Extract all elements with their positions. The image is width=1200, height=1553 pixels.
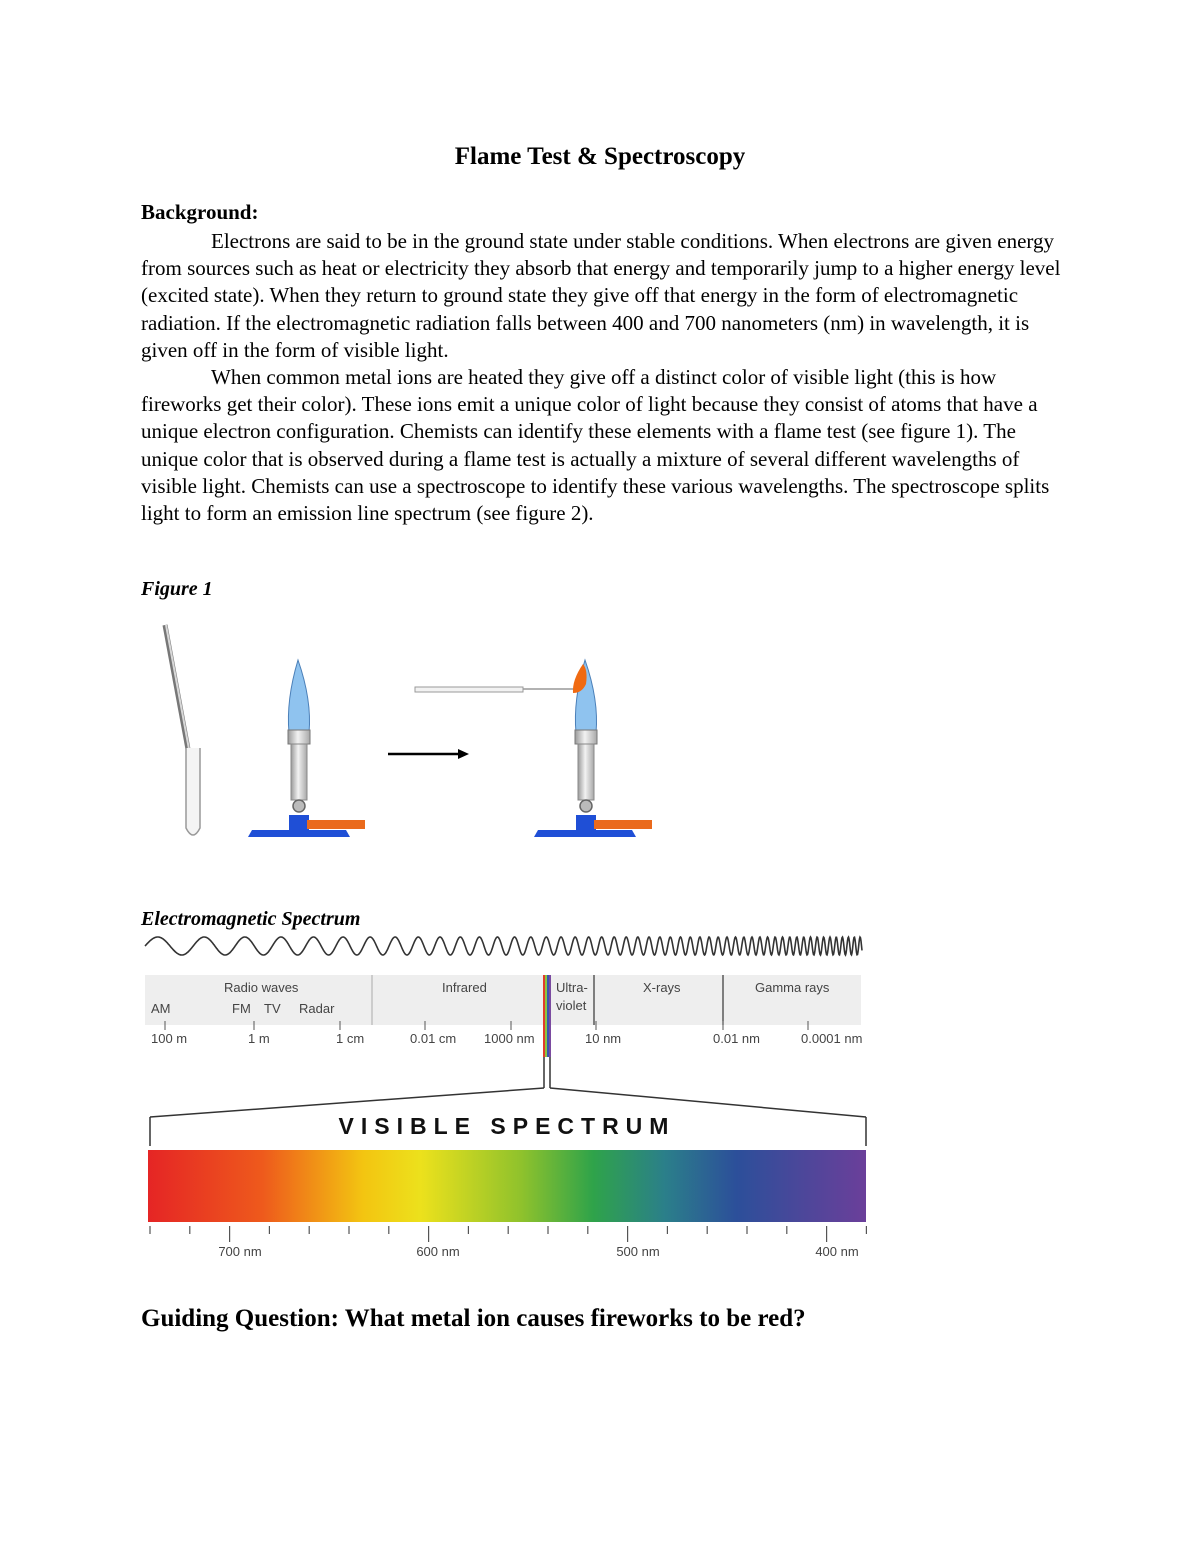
guiding-question: Guiding Question: What metal ion causes fireworks to be red? xyxy=(141,1305,806,1332)
tick-600nm: 600 nm xyxy=(416,1244,460,1259)
gamma-rays-label: Gamma rays xyxy=(755,980,830,995)
scale-001cm: 0.01 cm xyxy=(410,1031,457,1046)
em-wave-icon xyxy=(145,937,862,955)
radio-waves-label: Radio waves xyxy=(224,980,299,995)
xrays-label: X-rays xyxy=(643,980,681,995)
scale-1cm: 1 cm xyxy=(336,1031,365,1046)
scale-1000nm: 1000 nm xyxy=(484,1031,535,1046)
scale-001nm: 0.01 nm xyxy=(713,1031,760,1046)
figure-1-label: Figure 1 xyxy=(141,578,213,600)
visible-spectrum-title: VISIBLE SPECTRUM xyxy=(338,1113,676,1139)
arrow-right-icon xyxy=(388,749,469,759)
scale-1m: 1 m xyxy=(248,1031,270,1046)
ultraviolet-label-2: violet xyxy=(556,998,587,1013)
background-heading: Background: xyxy=(141,200,259,224)
am-label: AM xyxy=(151,1001,171,1016)
infrared-label: Infrared xyxy=(442,980,487,995)
tick-700nm: 700 nm xyxy=(218,1244,262,1259)
tv-label: TV xyxy=(264,1001,281,1016)
scale-10nm: 10 nm xyxy=(585,1031,622,1046)
bunsen-burner-red-flame-icon xyxy=(415,660,652,837)
fm-label: FM xyxy=(232,1001,251,1016)
tick-400nm: 400 nm xyxy=(815,1244,859,1259)
scale-00001nm: 0.0001 nm xyxy=(801,1031,863,1046)
em-spectrum-band xyxy=(145,975,862,1057)
bunsen-burner-icon xyxy=(248,660,365,837)
radar-label: Radar xyxy=(299,1001,335,1016)
ultraviolet-label-1: Ultra- xyxy=(556,980,588,995)
scale-100m: 100 m xyxy=(151,1031,188,1046)
visible-spectrum-bar xyxy=(148,1150,866,1222)
paragraph-1: Electrons are said to be in the ground state under stable conditions. When electrons are given energy from sources such as heat or electricity they absorb that energy and temporarily jump to a higher energy level (excited state). When they return to ground state they give off that energy in the form of electromagnetic radiation. If the electromagnetic radiation falls between 400 and 700 nanometers (nm) in wavelength, it is given off in the form of visible light. xyxy=(141,229,1061,362)
em-spectrum-label: Electromagnetic Spectrum xyxy=(141,908,361,930)
visible-spectrum-ticks xyxy=(150,1226,866,1242)
paragraph-2: When common metal ions are heated they give off a distinct color of visible light (this is how fireworks get their color). These ions emit a unique color of light because they consist of atoms that have a unique electron configuration. Chemists can identify these elements with a flame test (see figure 1). The unique color that is observed during a flame test is actually a mixture of several different wavelengths of visible light. Chemists can use a spectroscope to identify these various wavelengths. The spectroscope splits light to form an emission line spectrum (see figure 2). xyxy=(141,365,1050,526)
tick-500nm: 500 nm xyxy=(616,1244,660,1259)
document-title: Flame Test & Spectroscopy xyxy=(454,143,746,170)
test-tube-icon xyxy=(165,625,200,835)
